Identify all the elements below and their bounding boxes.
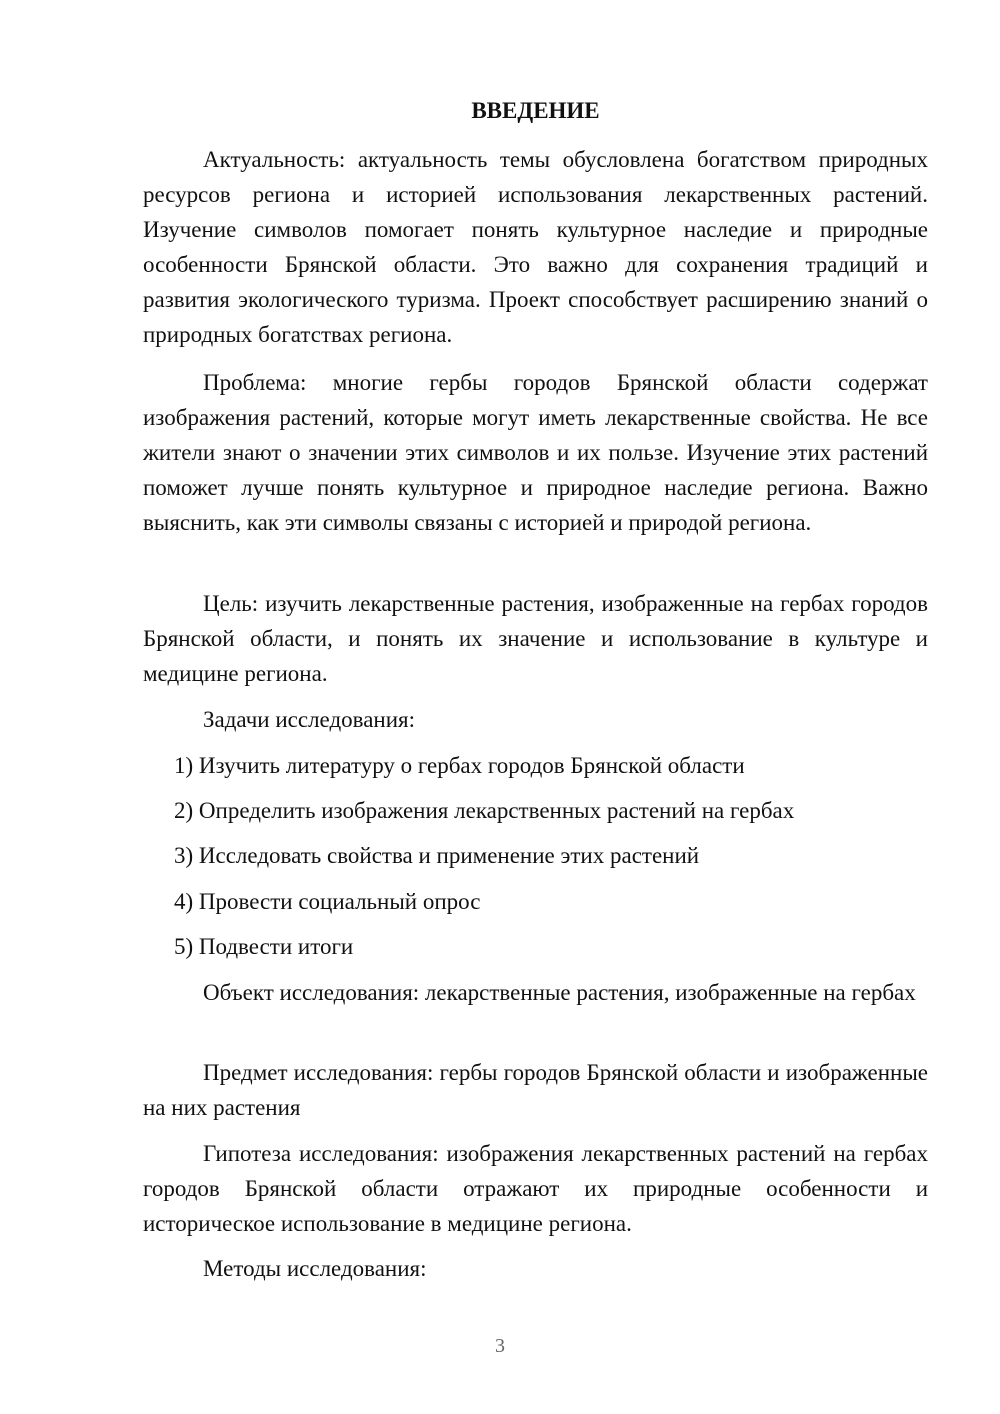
paragraph-problem: Проблема: многие гербы городов Брянской области содержат изображения растений, которые могут иметь лекарственные свойства. Не все жители знают о значении этих символов и их пользе. Изучение этих растений поможет лучше понять культурное и природное наследие региона. Важно выяснить, как эти символы связаны с историей и природой региона.: [143, 370, 928, 535]
paragraph-hypothesis: Гипотеза исследования: изображения лекарственных растений на гербах городов Брянской области отражают их природные особенности и историческое использование в медицине региона.: [143, 1141, 928, 1236]
section-title: ВВЕДЕНИЕ: [471, 98, 600, 123]
task-item-4: 4) Провести социальный опрос: [174, 889, 481, 914]
task-item-3: 3) Исследовать свойства и применение этих растений: [174, 843, 700, 868]
task-item-1: 1) Изучить литературу о гербах городов Брянской области: [174, 753, 745, 778]
task-item-5: 5) Подвести итоги: [174, 934, 354, 959]
task-item-2: 2) Определить изображения лекарственных растений на гербах: [174, 798, 795, 823]
page-number: 3: [495, 1335, 505, 1357]
paragraph-relevance: Актуальность: актуальность темы обусловлена богатством природных ресурсов региона и историей использования лекарственных растений. Изучение символов помогает понять культурное наследие и природные особенности Брянской области. Это важно для сохранения традиций и развития экологического туризма. Проект способствует расширению знаний о природных богатствах региона.: [143, 147, 928, 347]
tasks-heading: Задачи исследования:: [203, 707, 416, 732]
paragraph-object: Объект исследования: лекарственные растения, изображенные на гербах: [203, 980, 916, 1005]
methods-heading: Методы исследования:: [203, 1256, 427, 1281]
paragraph-goal: Цель: изучить лекарственные растения, изображенные на гербах городов Брянской области, и понять их значение и использование в культуре и медицине региона.: [143, 591, 928, 686]
paragraph-subject: Предмет исследования: гербы городов Брянской области и изображенные на них растения: [143, 1060, 928, 1120]
